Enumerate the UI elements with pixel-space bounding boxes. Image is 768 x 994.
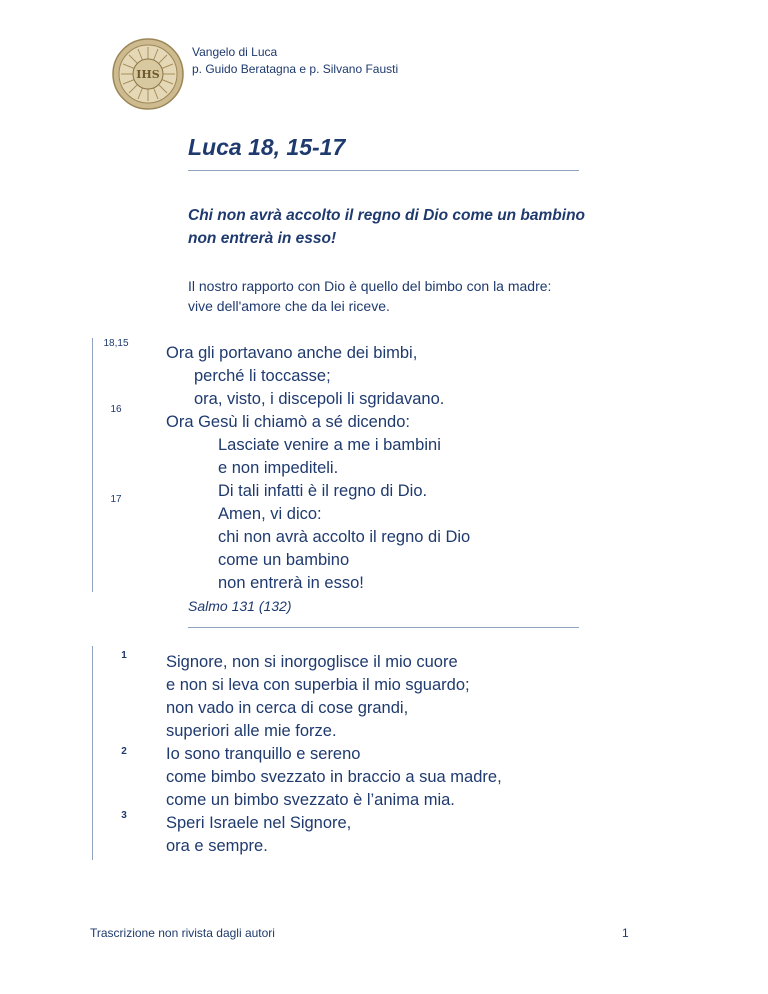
gospel-line: Di tali infatti è il regno di Dio. <box>218 482 428 500</box>
psalm-line: come bimbo svezzato in braccio a sua madre, <box>166 768 502 786</box>
gospel-line: e non impediteli. <box>218 459 339 477</box>
psalm-line: Speri Israele nel Signore, <box>166 814 352 832</box>
header-line-1: Vangelo di Luca <box>192 45 278 59</box>
gospel-line: Ora Gesù li chiamò a sé dicendo: <box>166 413 410 431</box>
gospel-line: Amen, vi dico: <box>218 505 322 523</box>
gospel-line: come un bambino <box>218 551 350 569</box>
gospel-line: ora, visto, i discepoli li sgridavano. <box>194 390 445 408</box>
document-header <box>192 44 398 78</box>
verse-number: 3 <box>121 810 127 821</box>
header-line-2: p. Guido Beratagna e p. Silvano Fausti <box>192 62 399 76</box>
title-divider <box>188 170 579 171</box>
psalm-line: Signore, non si inorgoglisce il mio cuore <box>166 653 458 671</box>
verse-number: 17 <box>110 494 122 505</box>
gospel-line: Lasciate venire a me i bambini <box>218 436 441 454</box>
page-number: 1 <box>622 926 629 940</box>
psalm-line: non vado in cerca di cose grandi, <box>166 699 409 717</box>
psalm-margin-bar <box>92 646 93 860</box>
psalm-line: superiori alle mie forze. <box>166 722 337 740</box>
intro-line-1: Il nostro rapporto con Dio è quello del bimbo con la madre: <box>188 278 552 294</box>
intro-text <box>188 276 551 316</box>
psalm-line: come un bimbo svezzato è l’anima mia. <box>166 791 455 809</box>
subtitle <box>188 204 585 250</box>
page-title: Luca 18, 15-17 <box>188 134 346 160</box>
subtitle-line-2: non entrerà in esso! <box>188 230 337 247</box>
psalm-line: ora e sempre. <box>166 837 268 855</box>
verse-number: 18,15 <box>103 338 129 349</box>
svg-text:IHS: IHS <box>136 68 160 81</box>
gospel-margin-bar <box>92 338 93 592</box>
gospel-line: perché li toccasse; <box>194 367 331 385</box>
gospel-line: non entrerà in esso! <box>218 574 364 592</box>
verse-number: 16 <box>110 404 122 415</box>
psalm-line: e non si leva con superbia il mio sguardo; <box>166 676 470 694</box>
verse-number: 2 <box>121 746 127 757</box>
psalm-line: Io sono tranquillo e sereno <box>166 745 361 763</box>
footer-note: Trascrizione non rivista dagli autori <box>90 926 275 940</box>
subtitle-line-1: Chi non avrà accolto il regno di Dio come un bambino <box>188 207 586 224</box>
gospel-line: chi non avrà accolto il regno di Dio <box>218 528 471 546</box>
intro-line-2: vive dell'amore che da lei riceve. <box>188 298 390 314</box>
psalm-title: Salmo 131 (132) <box>188 598 292 614</box>
verse-number: 1 <box>121 650 127 661</box>
ihs-seal-icon <box>112 38 184 110</box>
psalm-divider <box>188 627 579 628</box>
gospel-line: Ora gli portavano anche dei bimbi, <box>166 344 418 362</box>
